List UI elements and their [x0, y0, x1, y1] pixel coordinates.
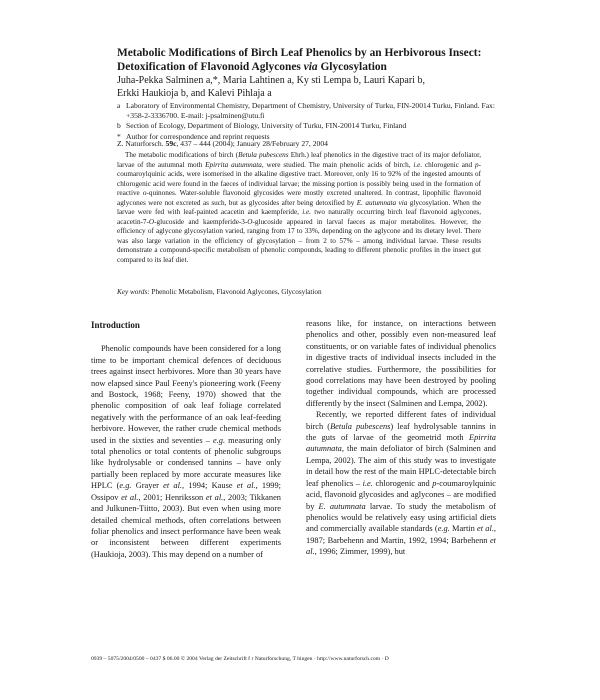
journal-volume: 59c	[165, 139, 177, 148]
citation-line	[117, 139, 497, 149]
abstract: The metabolic modifications of birch (Betula pubescens Ehrh.) leaf phenolics in the digestive tract of its major defoliator, larvae of the autumnal moth Epirrita autumnata, were studied. The main phenolic acids of birch, i.e. chlorogenic and p-coumaroylquinic acids, were isomerised in the alkaline digestive tract. Moreover, only 16 to 92% of the ingested amounts of chlorogenic acid were found in the faeces of individual larvae; the missing portion is possibly being used in the formation of reactive o-quinones. Water-soluble flavonoid glycosides were mostly excreted unaltered. In contrast, lipophilic flavonoid aglycones were not excreted as such, but as glycosides after being detoxified by E. autumnata via glycosylation. When the larvae were fed with leaf-painted acacetin and kaempferide, i.e. two naturally occurring birch leaf flavonoid aglycones, acacetin-7-O-glucoside and kaempferide-3-O-glucoside appeared in larval faeces as major metabolites. However, the efficiency of aglycone glycosylation varied, ranging from 17 to 33%, depending on the aglycone and its dietary level. There was also large variation in the efficiency of glycosylation – from 2 to 57% – among individual larvae. These results demonstrate a compound-specific metabolism of phenolic compounds, leading to different phenolic profiles in the insect gut compared to its leaf diet.	[117, 151, 482, 264]
page-footer: 0939 – 5075/2004/0500 – 0437 $ 06.00 © 2004 Verlag der Zeitschrift f r Naturforschung, T bingen · http://www.naturforsch.com · D	[91, 656, 389, 662]
keywords-label: Key words:	[117, 288, 150, 296]
affiliation-mark: a	[117, 101, 121, 110]
affiliations	[117, 101, 497, 142]
journal-name: Z. Naturforsch.	[117, 139, 164, 148]
affiliation-mark: b	[117, 121, 121, 131]
affiliation-a	[117, 101, 497, 121]
title-line-1: Metabolic Modifications of Birch Leaf Phenolics by an Herbivorous Insect:	[117, 47, 482, 59]
title-line-2: Detoxification of Flavonoid Aglycones via Glycosylation	[117, 61, 387, 73]
affiliation-text: Section of Ecology, Department of Biology, University of Turku, FIN-20014 Turku, Finland	[126, 121, 407, 131]
keywords-text: Phenolic Metabolism, Flavonoid Aglycones, Glycosylation	[149, 288, 322, 296]
citation-details: , 437 – 444 (2004); January 28/February 27, 2004	[176, 139, 328, 148]
intro-paragraph-2: Recently, we reported different fates of individual birch (Betula pubescens) leaf hydrolysable tannins in the guts of larvae of the geometrid moth Epirrita autumnata, the main defoliator of birch (Salminen and Lempa, 2002). The aim of this study was to investigate in detail how the rest of the main HPLC-detectable birch leaf phenolics – i.e. chlorogenic and p-coumaroylquinic acid, flavonoid glycosides and aglycones – are modified by E. autumnata larvae. To study the metabolism of phenolics would be relatively easy using artificial diets and commercially available standards (e.g. Martin et al., 1987; Barbehenn and Martin, 1992, 1994; Barbehenn et al., 1996; Zimmer, 1999), but	[306, 410, 497, 557]
affiliation-text: Laboratory of Environmental Chemistry, Department of Chemistry, University of Turku, FIN-20014 Turku, Finland. Fax: +358-2-3336700. E-mail: j-psalminen@utu.fi	[126, 101, 495, 121]
affiliation-text: Author for correspondence and reprint requests	[126, 131, 270, 141]
author-line-2: Erkki Haukioja b, and Kalevi Pihlaja a	[117, 88, 272, 99]
affiliation-b	[117, 121, 497, 131]
column-left	[91, 320, 281, 560]
author-list	[117, 74, 517, 100]
affiliation-mark: *	[117, 131, 121, 141]
author-line-1: Juha-Pekka Salminen a,*, Maria Lahtinen a, Ky sti Lempa b, Lauri Kapari b,	[117, 75, 425, 86]
column-right	[306, 318, 496, 558]
section-heading-introduction: Introduction	[91, 320, 140, 330]
paper-title	[117, 46, 517, 74]
intro-paragraph-1-continued: reasons like, for instance, on interactions between phenolics and other, possibly even non-measured leaf constituents, or on variable fates of individual phenolics in digestive tracts of individual insects included in the correlative studies. Furthermore, the possibilities for good correlations may have been destroyed by pooling together individual compounds, which are processed differently by the insect (Salminen and Lempa, 2002).	[306, 319, 496, 408]
keywords	[117, 288, 481, 298]
intro-paragraph-1: Phenolic compounds have been considered for a long time to be important chemical defences of deciduous trees against insect herbivores. More than 30 years have now elapsed since Paul Feeny's pioneering work (Feeny and Bostock, 1968; Feeny, 1970) showed that the phenolic composition of oak leaf foliage correlated negatively with the performance of an oak leaf-feeding herbivore. However, the rather crude chemical methods used in the sixties and seventies – e.g. measuring only total phenolics or total contents of phenolic subgroups like hydrolysable or condensed tannins – have only partially been replaced by more accurate measures like HPLC (e.g. Grayer et al., 1994; Kause et al., 1999; Ossipov et al., 2001; Henriksson et al., 2003; Tikkanen and Julkunen-Tiitto, 2003). But even when using more detailed chemical methods, often correlations between foliar phenolics and insect performance have been weak or inconsistent between different experiments (Haukioja, 2003). This may depend on a number of	[91, 344, 282, 559]
